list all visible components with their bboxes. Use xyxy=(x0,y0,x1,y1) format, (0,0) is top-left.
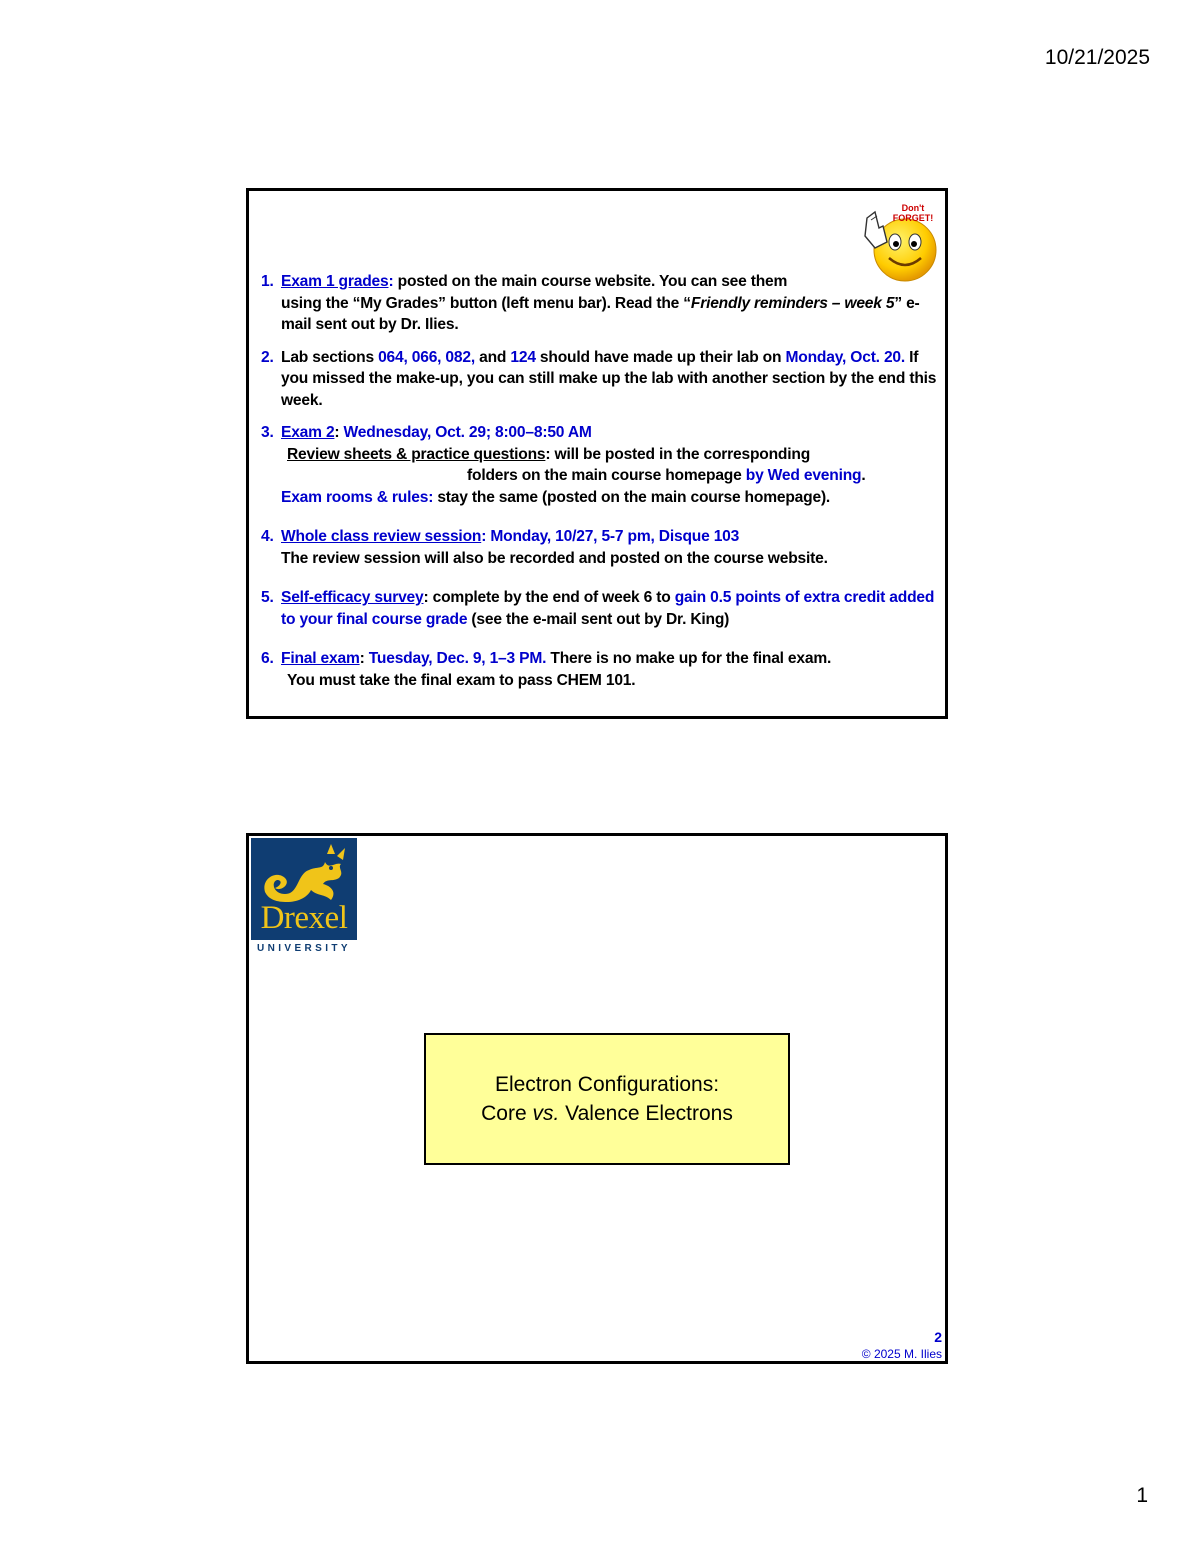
list-item-review-session: 4. Whole class review session: Monday, 10/27, 5-7 pm, Disque 103 The review session will also be recorded and posted on the course website. xyxy=(261,528,828,567)
announcement-list xyxy=(261,271,937,702)
drexel-logo: Drexel UNIVERSITY xyxy=(251,838,357,958)
exam2-link[interactable]: Exam 2 xyxy=(281,424,335,441)
list-item-exam1-grades: 1. Exam 1 grades: posted on the main course website. You can see them using the “My Grades” button (left menu bar). Read the “Friendly reminders – week 5” e-mail sent out by Dr. Ilies. xyxy=(261,273,920,333)
title-line-1: Electron Configurations: xyxy=(494,1073,720,1096)
list-item-exam2: 3. Exam 2: Wednesday, Oct. 29; 8:00–8:50 AM Review sheets & practice questions: will be posted in the corresponding folders on the main course homepage by Wed evening. Exam rooms & rules: stay the same (posted on the main course homepage). xyxy=(261,424,866,506)
list-item-final-exam: 6. Final exam: Tuesday, Dec. 9, 1–3 PM. There is no make up for the final exam. You must take the final exam to pass CHEM 101. xyxy=(261,650,832,689)
slide-announcements xyxy=(246,188,948,719)
slide-title xyxy=(246,833,948,1364)
svg-text:Don't: Don't xyxy=(901,203,925,213)
svg-text:FORGET!: FORGET! xyxy=(892,213,934,223)
review-sheets-link[interactable]: Review sheets & practice questions xyxy=(287,445,546,463)
slide-title-box xyxy=(424,1033,790,1165)
self-efficacy-survey-link[interactable]: Self-efficacy survey xyxy=(281,589,424,606)
review-session-link[interactable]: Whole class review session xyxy=(281,528,482,545)
exam1-grades-link[interactable]: Exam 1 grades xyxy=(281,273,389,290)
header-date: 10/21/2025 xyxy=(1044,46,1150,69)
title-line-2: Core vs. Valence Electrons xyxy=(481,1102,733,1125)
copyright: © 2025 M. Ilies xyxy=(861,1347,942,1361)
list-item-self-efficacy: 5. Self-efficacy survey: complete by the end of week 6 to gain 0.5 points of extra credit added to your final course grade (see the e-mail sent out by Dr. King) xyxy=(261,589,935,628)
final-exam-link[interactable]: Final exam xyxy=(281,650,360,667)
page-number: 1 xyxy=(1136,1484,1148,1507)
list-item-lab-makeup: 2. Lab sections 064, 066, 082, and 124 should have made up their lab on Monday, Oct. 20. If you missed the make-up, you can still make up the lab with another section by the end this week. xyxy=(261,348,937,409)
slide-number: 2 xyxy=(934,1329,942,1345)
